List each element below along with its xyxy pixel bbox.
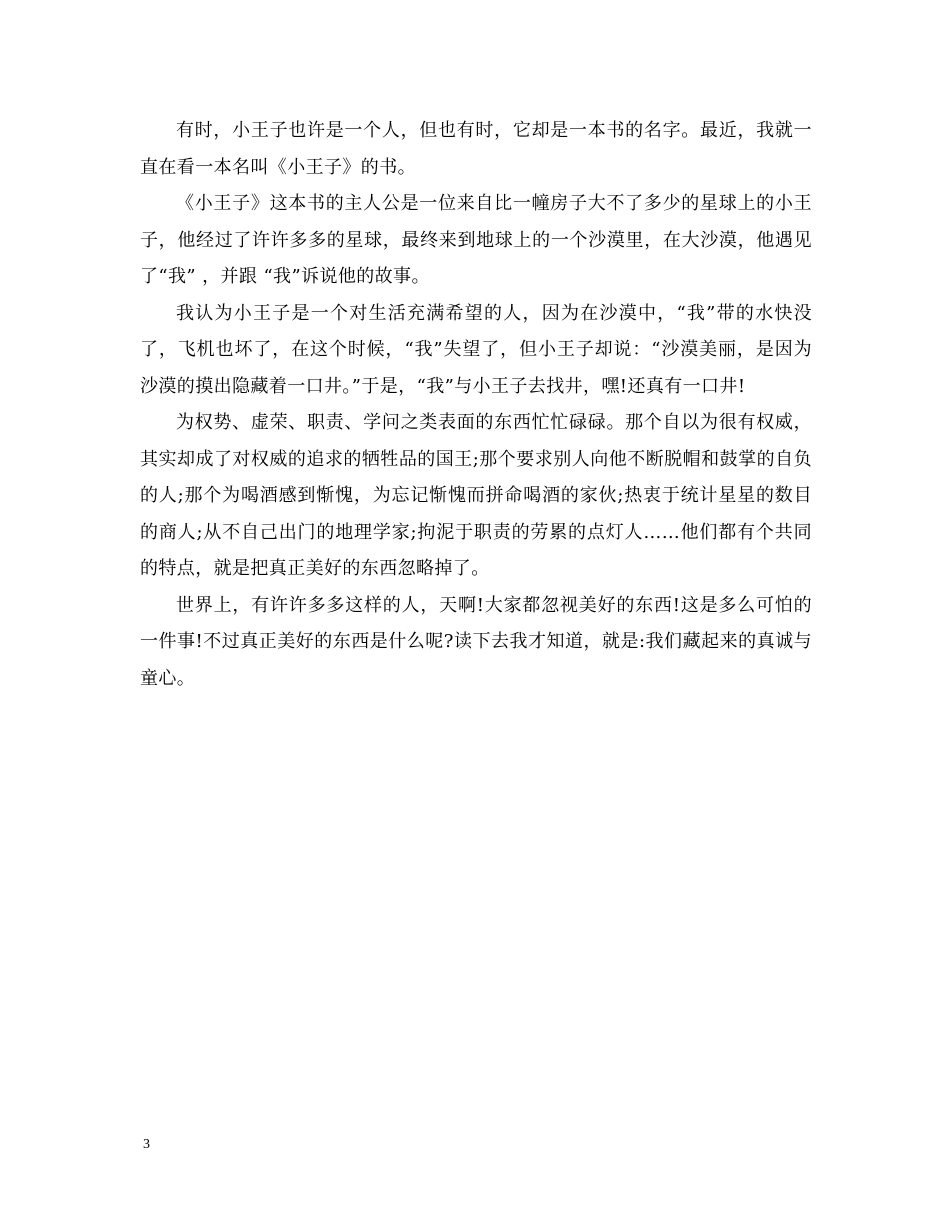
paragraph: 世界上，有许许多多这样的人，天啊!大家都忽视美好的东西!这是多么可怕的一件事!不过真正美好的东西是什么呢?读下去我才知道，就是:我们藏起来的真诚与童心。	[140, 594, 812, 689]
paragraph: 有时，小王子也许是一个人，但也有时，它却是一本书的名字。最近，我就一直在看一本名叫《小王子》的书。	[140, 120, 812, 178]
paragraph: 我认为小王子是一个对生活充满希望的人，因为在沙漠中，“我”带的水快没了，飞机也坏了，在这个时候，“我”失望了，但小王子却说：“沙漠美丽，是因为沙漠的摸出隐藏着一口井。”于是，“我”与小王子去找井，嘿!还真有一口井!	[140, 302, 812, 397]
body-text	[140, 113, 812, 697]
paragraph: 《小王子》这本书的主人公是一位来自比一幢房子大不了多少的星球上的小王子，他经过了许许多多的星球，最终来到地球上的一个沙漠里，在大沙漠，他遇见了“我” ，并跟 “我”诉说他的故事。	[140, 193, 812, 287]
page-number: 3	[143, 1137, 150, 1152]
paragraph: 为权势、虚荣、职责、学问之类表面的东西忙忙碌碌。那个自以为很有权威，其实却成了对权威的追求的牺牲品的国王;那个要求别人向他不断脱帽和鼓掌的自负的人;那个为喝酒感到惭愧，为忘记惭愧而拼命喝酒的家伙;热衷于统计星星的数目的商人;从不自己出门的地理学家;拘泥于职责的劳累的点灯人……他们都有个共同的特点，就是把真正美好的东西忽略掉了。	[140, 412, 812, 579]
